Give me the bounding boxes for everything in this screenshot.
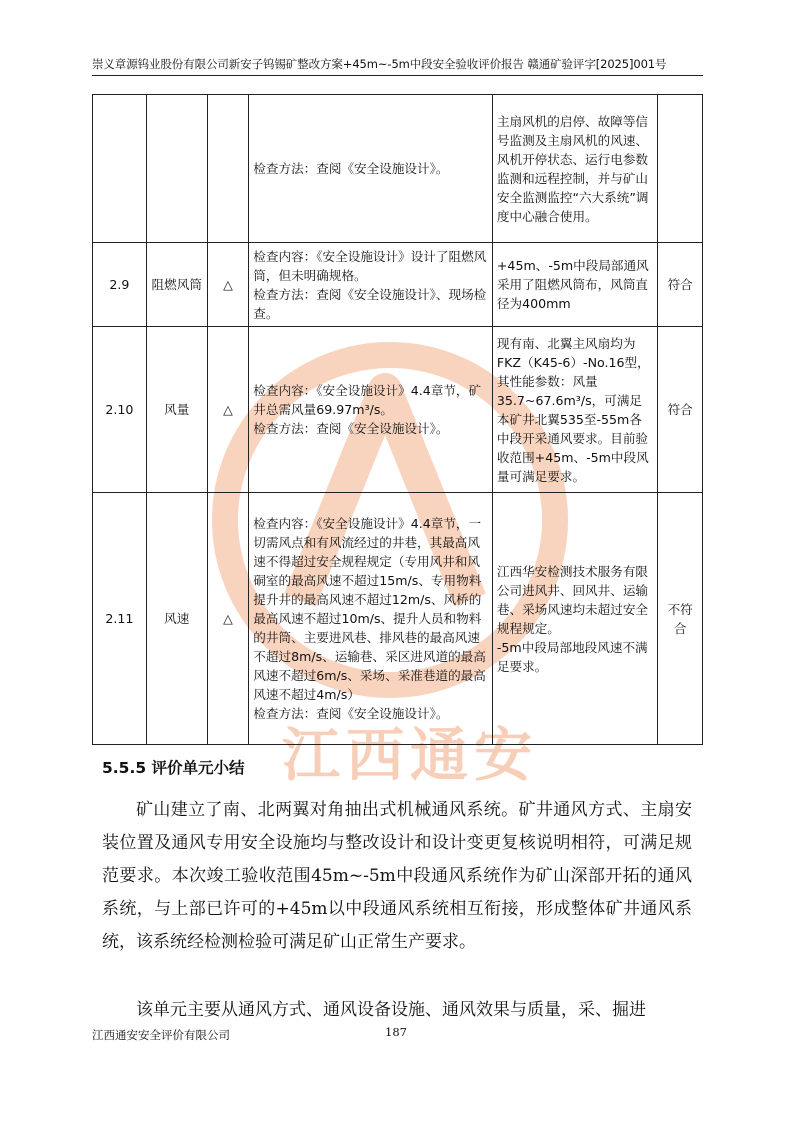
requirement-line: 检查内容：《安全设施设计》设计了阻燃风筒，但未明确规格。 bbox=[253, 248, 487, 283]
section-paragraph-1: 矿山建立了南、北两翼对角抽出式机械通风系统。矿井通风方式、主扇安装位置及通风专用安全设施均与整改设计和设计变更复核说明相符，可满足规范要求。本次竣工验收范围45m~-5m中段通风系统作为矿山深部开拓的通风系统，与上部已许可的+45m以中段通风系统相互衔接，形成整体矿井通风系统，该系统经检测检验可满足矿山正常生产要求。 bbox=[102, 800, 692, 952]
row-result bbox=[658, 95, 703, 243]
row-mark: △ bbox=[207, 243, 249, 327]
page-header: 崇义章源钨业股份有限公司新安子钨锡矿整改方案+45m~-5m中段安全验收评价报告 赣通矿验评字[2025]001号 bbox=[92, 57, 667, 71]
requirement-line: 检查方法：查阅《安全设施设计》。 bbox=[253, 421, 449, 436]
row-item bbox=[146, 95, 207, 243]
inspection-table bbox=[92, 94, 703, 745]
row-number: 2.11 bbox=[93, 493, 147, 745]
requirement-line: 检查方法：查阅《安全设施设计》。 bbox=[253, 706, 449, 721]
table-row bbox=[93, 327, 703, 493]
page-number: 187 bbox=[385, 1025, 407, 1039]
section-paragraph-2: 该单元主要从通风方式、通风设备设施、通风效果与质量，采、掘进 bbox=[136, 1000, 646, 1020]
requirement-line: 检查内容：《安全设施设计》4.4章节，一切需风点和有风流经过的井巷，其最高风速不得超过安全规程规定（专用风井和风硐室的最高风速不超过15m/s、专用物料提升井的最高风速不超过12m/s、风桥的最高风速不超过10m/s、提升人员和物料的井筒、主要进风巷、排风巷的最高风速不超过8m/s、运输巷、采区进风道的最高风速不超过6m/s、采场、采准巷道的最高风速不超过4m/s） bbox=[253, 516, 486, 702]
row-requirement bbox=[249, 327, 493, 493]
requirement-line: 检查方法：查阅《安全设施设计》、现场检查。 bbox=[253, 286, 487, 321]
row-requirement: 检查方法：查阅《安全设施设计》。 bbox=[249, 95, 493, 243]
row-requirement bbox=[249, 243, 493, 327]
row-mark bbox=[207, 95, 249, 243]
row-result: 不符合 bbox=[658, 493, 703, 745]
row-result: 符合 bbox=[658, 327, 703, 493]
row-number: 2.9 bbox=[93, 243, 147, 327]
table-row bbox=[93, 95, 703, 243]
section-title: 5.5.5 评价单元小结 bbox=[102, 759, 245, 777]
table-row bbox=[93, 243, 703, 327]
row-requirement bbox=[249, 493, 493, 745]
requirement-line: 检查内容：《安全设施设计》4.4章节，矿井总需风量69.97m³/s。 bbox=[253, 383, 482, 417]
row-number: 2.10 bbox=[93, 327, 147, 493]
row-number bbox=[93, 95, 147, 243]
row-fact: 现有南、北翼主风扇均为FKZ（K45-6）-No.16型，其性能参数：风量35.7~67.6m³/s，可满足本矿井北翼535至-55m各中段开采通风要求。目前验收范围+45m、-5m中段风量可满足要求。 bbox=[492, 327, 657, 493]
row-fact bbox=[492, 493, 657, 745]
header-rule bbox=[92, 75, 703, 76]
row-mark: △ bbox=[207, 327, 249, 493]
row-item: 风速 bbox=[146, 493, 207, 745]
row-mark: △ bbox=[207, 493, 249, 745]
row-fact: 主扇风机的启停、故障等信号监测及主扇风机的风速、风机开停状态、运行电参数监测和远程控制，并与矿山安全监测监控“六大系统”调度中心融合使用。 bbox=[492, 95, 657, 243]
fact-line: 江西华安检测技术服务有限公司进风井、回风井、运输巷、采场风速均未超过安全规程规定。 bbox=[496, 563, 648, 636]
row-fact: +45m、-5m中段局部通风采用了阻燃风筒布，风筒直径为400mm bbox=[492, 243, 657, 327]
row-item: 阻燃风筒 bbox=[146, 243, 207, 327]
footer-company: 江西通安安全评价有限公司 bbox=[92, 1028, 230, 1042]
fact-line: -5m中段局部地段风速不满足要求。 bbox=[496, 639, 648, 674]
row-item: 风量 bbox=[146, 327, 207, 493]
watermark-text: 江西通安 bbox=[282, 721, 539, 789]
table-row bbox=[93, 493, 703, 745]
row-result: 符合 bbox=[658, 243, 703, 327]
